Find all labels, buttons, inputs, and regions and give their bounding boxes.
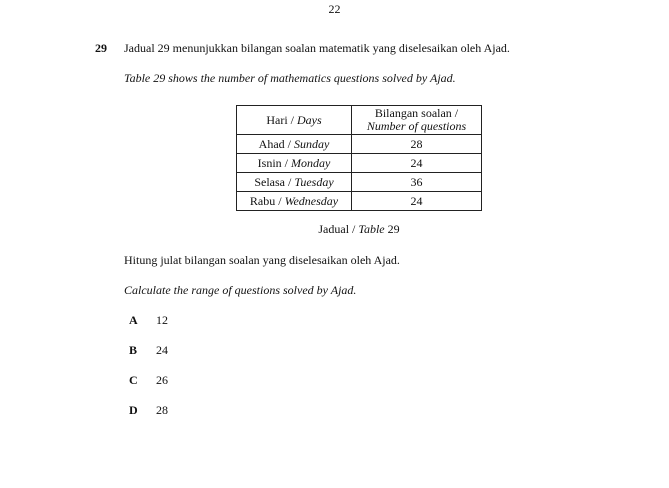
header-days-english: Days	[297, 112, 322, 127]
count-cell: 24	[352, 192, 482, 211]
header-questions-malay: Bilangan soalan /	[374, 106, 459, 120]
day-english: Monday	[291, 155, 331, 170]
option-a-value[interactable]: 12	[156, 313, 168, 327]
question-number: 29	[95, 41, 107, 55]
table-row	[237, 173, 482, 192]
day-english: Sunday	[294, 136, 330, 151]
header-questions	[352, 106, 482, 135]
table-row	[237, 192, 482, 211]
question-text-english: Table 29 shows the number of mathematics questions solved by Ajad.	[124, 71, 456, 85]
count-cell: 28	[352, 135, 482, 154]
question-text-malay: Jadual 29 menunjukkan bilangan soalan matematik yang diselesaikan oleh Ajad.	[124, 41, 510, 55]
day-malay: Selasa	[254, 174, 285, 189]
count-cell: 24	[352, 154, 482, 173]
day-cell: Ahad / Sunday	[237, 135, 352, 154]
caption-malay: Jadual	[318, 222, 350, 236]
day-english: Tuesday	[294, 174, 334, 189]
table-header-row	[237, 106, 482, 135]
table-row	[237, 135, 482, 154]
option-c-value[interactable]: 26	[156, 373, 168, 387]
prompt-english: Calculate the range of questions solved by Ajad.	[124, 283, 357, 297]
day-malay: Ahad	[258, 136, 285, 151]
count-cell: 36	[352, 173, 482, 192]
day-malay: Isnin	[257, 155, 282, 170]
caption-english: Table	[358, 222, 385, 236]
option-d-letter[interactable]: D	[129, 403, 138, 417]
option-b-letter[interactable]: B	[129, 343, 138, 357]
day-english: Wednesday	[284, 193, 339, 208]
caption-number: 29	[387, 222, 400, 236]
day-cell: Rabu / Wednesday	[237, 192, 352, 211]
table-caption: Jadual / Table 29	[318, 222, 400, 236]
option-b-value[interactable]: 24	[156, 343, 168, 357]
header-days-malay: Hari	[266, 112, 288, 127]
header-days: Hari / Days	[237, 106, 352, 135]
day-cell: Isnin / Monday	[237, 154, 352, 173]
day-cell: Selasa / Tuesday	[237, 173, 352, 192]
day-malay: Rabu	[249, 193, 276, 208]
table-row	[237, 154, 482, 173]
option-c-letter[interactable]: C	[129, 373, 138, 387]
page-number: 22	[328, 2, 341, 16]
header-questions-english: Number of questions	[366, 119, 467, 133]
questions-table	[236, 105, 482, 211]
option-a-letter[interactable]: A	[129, 313, 138, 327]
prompt-malay: Hitung julat bilangan soalan yang diselesaikan oleh Ajad.	[124, 253, 400, 267]
option-d-value[interactable]: 28	[156, 403, 168, 417]
